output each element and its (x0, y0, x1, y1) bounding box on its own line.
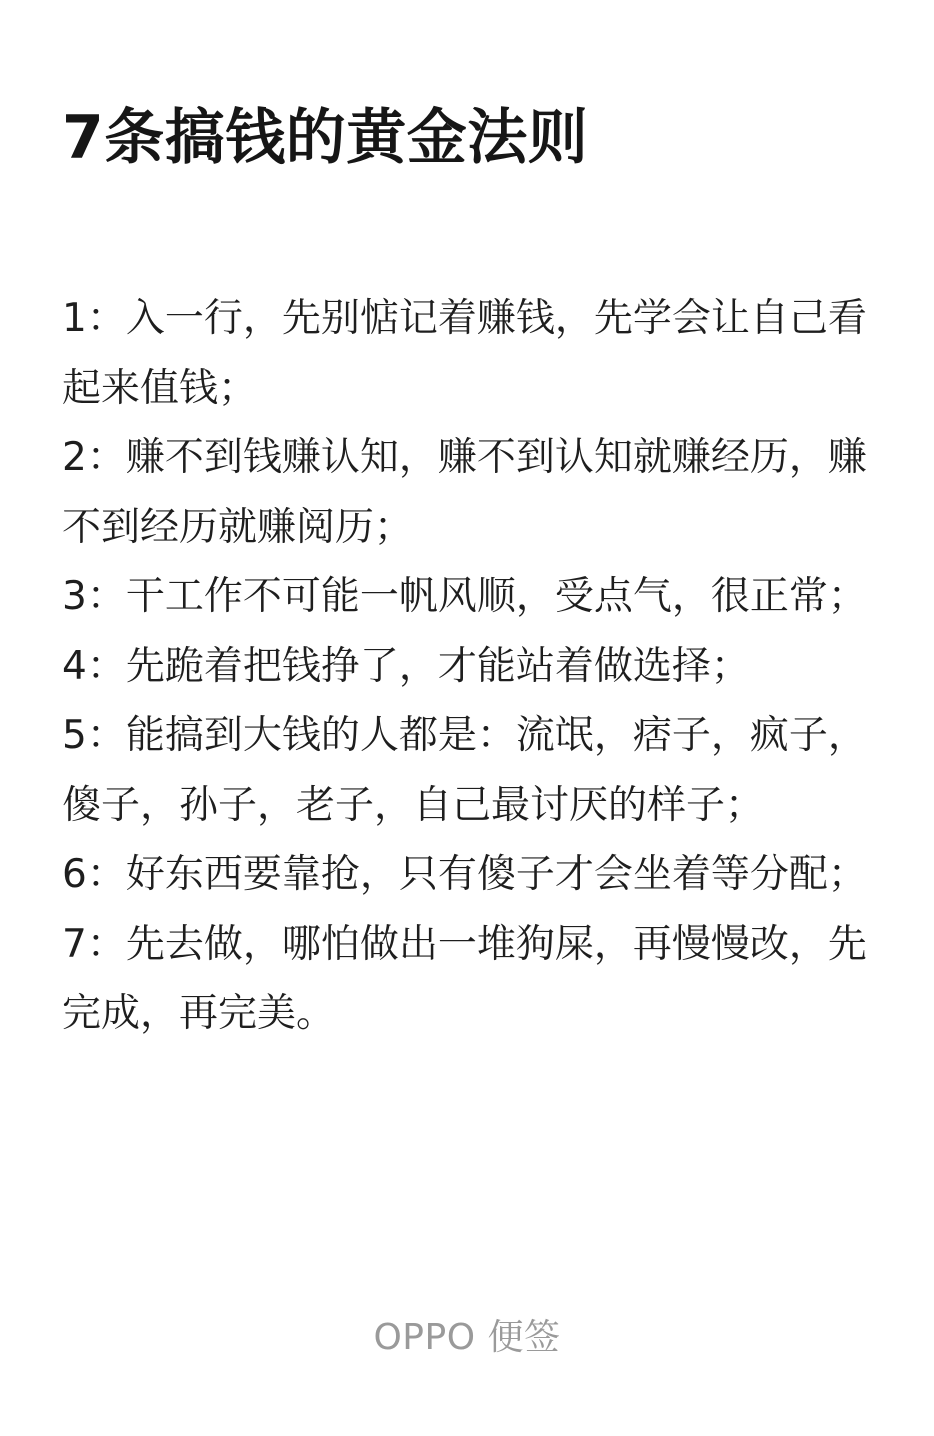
note-body[interactable] (62, 284, 872, 1049)
rule-item-3: 3：干工作不可能一帆风顺，受点气，很正常； (62, 574, 867, 619)
app-watermark: OPPO 便签 (373, 1317, 561, 1358)
note-content[interactable] (62, 0, 882, 1436)
rule-item-7: 7：先去做，哪怕做出一堆狗屎，再慢慢改，先完成，再完美。 (62, 921, 867, 1036)
rule-item-6: 6：好东西要靠抢，只有傻子才会坐着等分配； (62, 852, 867, 897)
rule-item-5: 5：能搞到大钱的人都是：流氓，痞子，疯子，傻子，孙子，老子，自己最讨厌的样子； (62, 713, 867, 828)
rule-item-1: 1：入一行，先别惦记着赚钱，先学会让自己看起来值钱； (62, 296, 867, 411)
note-title: 7条搞钱的黄金法则 (62, 103, 589, 173)
rule-item-2: 2：赚不到钱赚认知，赚不到认知就赚经历，赚不到经历就赚阅历； (62, 435, 867, 550)
rule-item-4: 4：先跪着把钱挣了，才能站着做选择； (62, 643, 750, 689)
